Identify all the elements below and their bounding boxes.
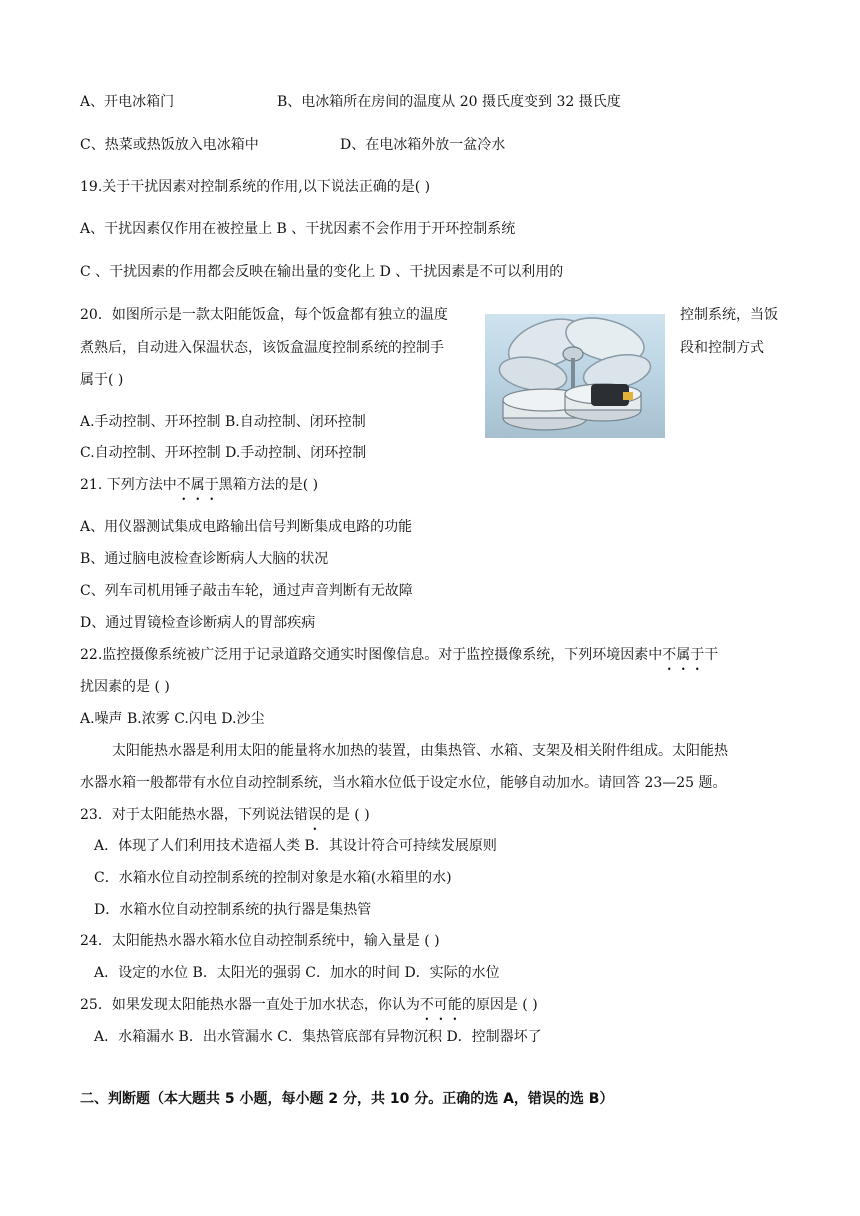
q19-options-cd: C 、干扰因素的作用都会反映在输出量的变化上 D 、干扰因素是不可以利用的 xyxy=(80,264,564,280)
q23-stem-prefix: 23．对于太阳能热水器，下列说法错 xyxy=(80,807,308,823)
passage-line2: 水器水箱一般都带有水位自动控制系统，当水箱水位低于设定水位，能够自动加水。请回答 23—25 题。 xyxy=(80,775,727,791)
q24-options: A．设定的水位 B．太阳光的强弱 C．加水的时间 D．实际的水位 xyxy=(94,965,500,981)
q22-stem-line2: 扰因素的是 ( ) xyxy=(80,679,170,695)
emphasis-char: 不 xyxy=(176,477,191,493)
emphasis-char: 误 xyxy=(307,807,322,823)
q21-option-c: C、列车司机用锤子敲击车轮，通过声音判断有无故障 xyxy=(80,583,413,599)
q21-option-d: D、通过胃镜检查诊断病人的胃部疾病 xyxy=(80,615,316,631)
q21-stem-suffix: 黑箱方法的是( ) xyxy=(218,477,319,493)
emphasis-char: 于 xyxy=(690,647,705,663)
q25-stem-prefix: 25．如果发现太阳能热水器一直处于加水状态，你认为 xyxy=(80,997,420,1013)
q18-option-d: D、在电冰箱外放一盆冷水 xyxy=(340,137,506,153)
section2-heading: 二、判断题（本大题共 5 小题，每小题 2 分，共 10 分。正确的选 A，错误的选 B） xyxy=(80,1091,614,1107)
emphasis-char: 不 xyxy=(419,997,434,1013)
q19-options-ab: A、干扰因素仅作用在被控量上 B 、干扰因素不会作用于开环控制系统 xyxy=(80,221,516,237)
q23-stem xyxy=(80,805,370,825)
emphasis-char: 属 xyxy=(190,477,205,493)
q21-option-b: B、通过脑电波检查诊断病人大脑的状况 xyxy=(80,551,329,567)
passage-line1: 太阳能热水器是利用太阳的能量将水加热的装置，由集热管、水箱、支架及相关附件组成。太阳能热 xyxy=(112,743,728,759)
solar-lunchbox-image xyxy=(485,314,665,438)
q19-stem: 19.关于干扰因素对控制系统的作用,以下说法正确的是( ) xyxy=(80,179,431,195)
q25-stem xyxy=(80,995,538,1015)
q20-options-ab: A.手动控制、开环控制 B.自动控制、闭环控制 xyxy=(80,414,366,430)
emphasis-char: 属 xyxy=(676,647,691,663)
q18-option-a: A、开电冰箱门 xyxy=(80,94,175,110)
emphasis-char: 不 xyxy=(662,647,677,663)
q20-stem-line1-left: 20．如图所示是一款太阳能饭盒，每个饭盒都有独立的温度 xyxy=(80,307,448,323)
emphasis-char: 于 xyxy=(204,477,219,493)
q23-option-c: C．水箱水位自动控制系统的控制对象是水箱(水箱里的水) xyxy=(94,870,452,886)
q22-stem-suffix: 干 xyxy=(704,647,719,663)
emphasis-char: 能 xyxy=(447,997,462,1013)
q23-stem-suffix: 的是 ( ) xyxy=(321,807,370,823)
q20-stem-line1-right: 控制系统，当饭 xyxy=(680,307,778,323)
q18-option-c: C、热菜或热饭放入电冰箱中 xyxy=(80,137,259,153)
q21-stem-prefix: 21. 下列方法中 xyxy=(80,477,177,493)
q25-stem-suffix: 的原因是 ( ) xyxy=(461,997,538,1013)
q24-stem: 24．太阳能热水器水箱水位自动控制系统中，输入量是 ( ) xyxy=(80,933,440,949)
q20-stem-line2-right: 段和控制方式 xyxy=(680,340,764,356)
q25-options: A．水箱漏水 B．出水管漏水 C．集热管底部有异物沉积 D．控制器坏了 xyxy=(94,1029,542,1045)
q21-option-a: A、用仪器测试集成电路输出信号判断集成电路的功能 xyxy=(80,519,413,535)
q22-stem-prefix: 22.监控摄像系统被广泛用于记录道路交通实时图像信息。对于监控摄像系统，下列环境因素中 xyxy=(80,647,663,663)
emphasis-char: 可 xyxy=(433,997,448,1013)
q20-stem-line3: 属于( ) xyxy=(80,372,124,388)
q18-option-b: B、电冰箱所在房间的温度从 20 摄氏度变到 32 摄氏度 xyxy=(277,94,621,110)
q21-stem xyxy=(80,475,318,495)
q22-options: A.噪声 B.浓雾 C.闪电 D.沙尘 xyxy=(80,711,265,727)
q22-stem-line1 xyxy=(80,645,718,665)
q20-stem-line2-left: 煮熟后，自动进入保温状态，该饭盒温度控制系统的控制手 xyxy=(80,340,444,356)
q23-option-d: D．水箱水位自动控制系统的执行器是集热管 xyxy=(94,902,372,918)
q20-options-cd: C.自动控制、开环控制 D.手动控制、闭环控制 xyxy=(80,445,367,461)
q23-options-ab: A．体现了人们利用技术造福人类 B．其设计符合可持续发展原则 xyxy=(94,838,497,854)
